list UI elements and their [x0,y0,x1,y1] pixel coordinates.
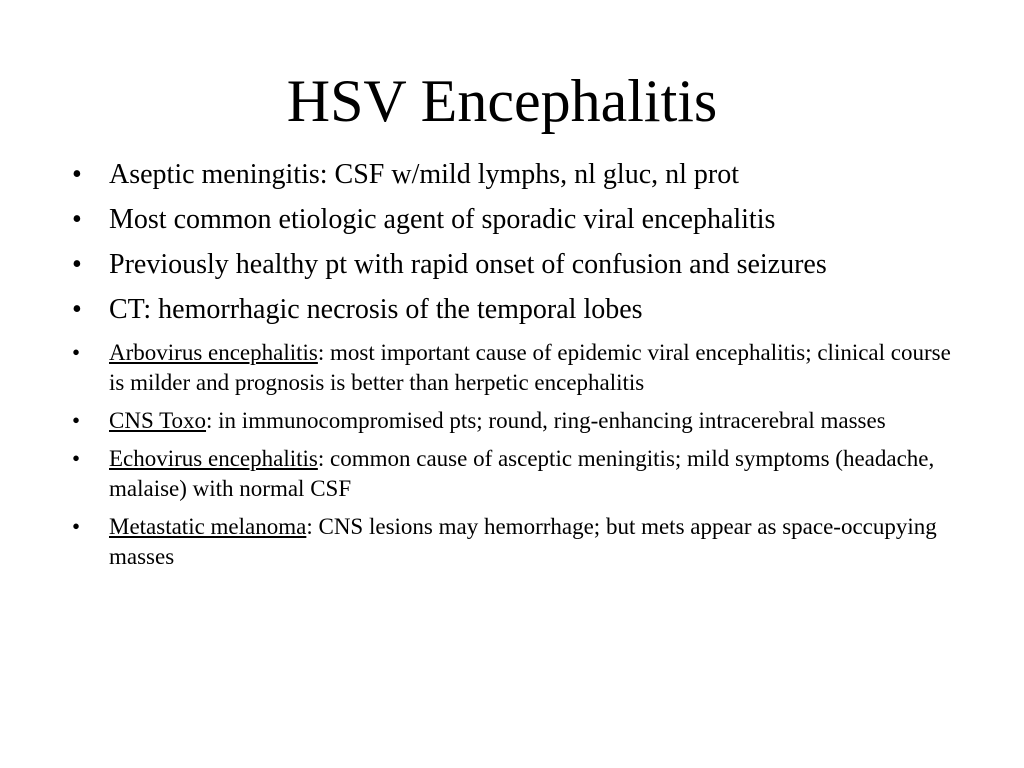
bullet-dot-icon: • [72,446,81,471]
bullet-term: CNS Toxo [109,408,207,433]
bullet-text: Previously healthy pt with rapid onset of confusion and seizures [109,249,827,280]
bullet-item [72,338,952,398]
bullet-text: CT: hemorrhagic necrosis of the temporal lobes [109,294,643,325]
bullet-term: Metastatic melanoma [109,514,307,539]
bullet-text: : common cause of asceptic meningitis; mild symptoms (headache, malaise) with normal CSF [109,446,935,501]
bullet-dot-icon: • [72,408,81,433]
bullet-term: Arbovirus encephalitis [109,340,318,365]
bullet-item [72,158,952,192]
bullet-text: : most important cause of epidemic viral encephalitis; clinical course is milder and prognosis is better than herpetic encephalitis [109,340,951,395]
bullet-term: Echovirus encephalitis [109,446,318,471]
bullet-text: : in immunocompromised pts; round, ring-enhancing intracerebral masses [206,408,886,433]
bullet-item [72,406,952,436]
bullet-item [72,512,952,572]
bullet-item [72,293,952,327]
bullet-dot-icon: • [72,159,82,190]
bullet-dot-icon: • [72,514,81,539]
bullet-dot-icon: • [72,340,81,365]
bullet-dot-icon: • [72,294,82,325]
slide-title: HSV Encephalitis [286,68,718,134]
bullet-item [72,203,952,237]
bullet-dot-icon: • [72,204,82,235]
bullet-text: : CNS lesions may hemorrhage; but mets appear as space-occupying masses [109,514,937,569]
bullet-item [72,248,952,282]
bullet-text: Most common etiologic agent of sporadic viral encephalitis [109,204,776,235]
bullet-item [72,444,952,504]
bullet-text: Aseptic meningitis: CSF w/mild lymphs, nl gluc, nl prot [109,159,740,190]
bullet-list [72,158,952,580]
bullet-dot-icon: • [72,249,82,280]
